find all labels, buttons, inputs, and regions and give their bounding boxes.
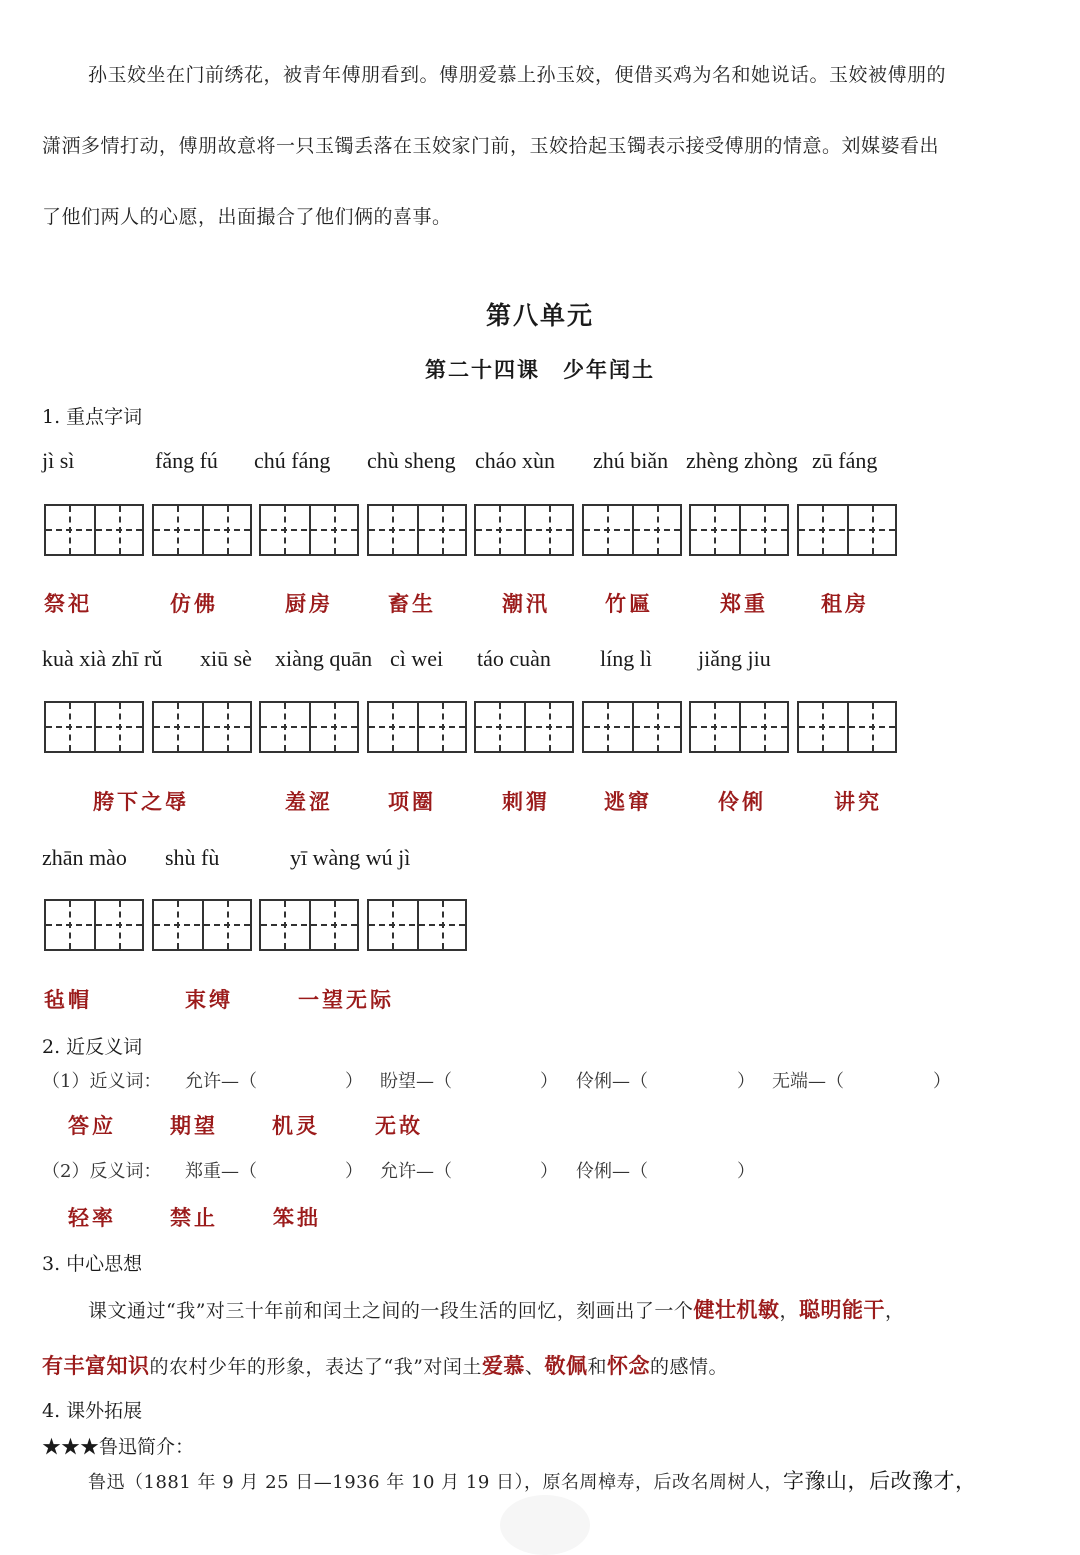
highlight-text: 聪明能干 [798, 1297, 885, 1322]
answer-word: 期望 [170, 1113, 218, 1138]
writing-grid[interactable] [367, 899, 467, 951]
answer-word: 潮汛 [502, 591, 550, 616]
bracket-close: ） [933, 1071, 951, 1092]
writing-grid[interactable] [44, 701, 144, 753]
answer-word: 伶俐 [718, 789, 766, 814]
pinyin: cì wei [390, 646, 444, 671]
answer-word: 讲究 [834, 789, 882, 814]
main-idea-line-1 [88, 1294, 904, 1324]
pinyin: zū fáng [812, 448, 878, 473]
highlight-text: 健壮机敏 [693, 1297, 780, 1322]
answer-word: 厨房 [285, 591, 333, 616]
pinyin: chù sheng [367, 448, 456, 473]
answer-word: 机灵 [272, 1113, 320, 1138]
answer-word: 仿佛 [170, 591, 218, 616]
writing-grid[interactable] [367, 504, 467, 556]
pinyin: xiū sè [200, 646, 252, 671]
main-idea-line-2 [42, 1350, 728, 1380]
answer-word: 竹匾 [605, 591, 653, 616]
synonym-item: 盼望—（ [380, 1071, 452, 1092]
pinyin: fǎng fú [155, 448, 218, 473]
luxun-intro-line-1 [88, 1465, 977, 1495]
text-run: 的农村少年的形象，表达了“我”对闰土 [149, 1356, 482, 1378]
antonym-item: 伶俐—（ [576, 1161, 648, 1182]
writing-grid[interactable] [474, 701, 574, 753]
answer-word: 羞涩 [285, 789, 333, 814]
answer-word: 束缚 [185, 987, 233, 1012]
text-run: ， [779, 1300, 799, 1322]
pinyin: chú fáng [254, 448, 331, 473]
intro-line-3: 了他们两人的心愿，出面撮合了他们俩的喜事。 [42, 206, 452, 228]
writing-grid[interactable] [44, 899, 144, 951]
pinyin: líng lì [600, 646, 652, 671]
highlight-text: 有丰富知识 [42, 1353, 150, 1378]
answer-word: 无故 [375, 1113, 423, 1138]
writing-grid[interactable] [582, 504, 682, 556]
pinyin: zhān mào [42, 845, 127, 870]
bracket-close: ） [540, 1071, 558, 1092]
pinyin: jì sì [42, 448, 75, 473]
writing-grid[interactable] [582, 701, 682, 753]
bracket-close: ） [345, 1071, 363, 1092]
answer-word: 笨拙 [273, 1205, 321, 1230]
answer-word: 郑重 [720, 591, 768, 616]
answer-word: 租房 [821, 591, 869, 616]
synonym-item: 无端—（ [772, 1071, 844, 1092]
bracket-close: ） [737, 1071, 755, 1092]
pinyin: shù fù [165, 845, 220, 870]
highlight-text: 敬佩 [544, 1353, 588, 1378]
pinyin: zhèng zhòng [686, 448, 798, 473]
writing-grid[interactable] [367, 701, 467, 753]
intro-line-1: 孙玉姣坐在门前绣花，被青年傅朋看到。傅朋爱慕上孙玉姣，便借买鸡为名和她说话。玉姣被傅朋的 [88, 64, 947, 86]
pinyin: cháo xùn [475, 448, 556, 473]
text-run: 字豫山，后改豫才， [783, 1469, 977, 1493]
antonym-item: 允许—（ [380, 1161, 452, 1182]
answer-word: 畜生 [388, 591, 436, 616]
answer-word: 禁止 [170, 1205, 218, 1230]
synonym-item: 允许—（ [185, 1071, 257, 1092]
answer-word: 一望无际 [298, 987, 394, 1012]
answer-word: 刺猬 [502, 789, 550, 814]
answer-word: 逃窜 [604, 789, 652, 814]
synonym-label: （1）近义词： [42, 1071, 162, 1092]
pinyin: táo cuàn [477, 646, 551, 671]
answer-word: 祭祀 [44, 591, 92, 616]
antonym-label: （2）反义词： [42, 1161, 162, 1182]
text-run: 和 [587, 1356, 607, 1378]
pinyin: kuà xià zhī rǔ [42, 646, 163, 671]
intro-line-2: 潇洒多情打动，傅朋故意将一只玉镯丢落在玉姣家门前，玉姣拾起玉镯表示接受傅朋的情意。刘媒婆看出 [42, 135, 940, 157]
writing-grid[interactable] [259, 899, 359, 951]
answer-word: 毡帽 [44, 987, 92, 1012]
pinyin: xiàng quān [275, 646, 373, 671]
writing-grid[interactable] [797, 701, 897, 753]
text-run: 鲁迅（1881 年 9 月 25 日—1936 年 10 月 19 日），原名周樟寿，后改名周树人， [88, 1472, 783, 1493]
pinyin: yī wàng wú jì [290, 845, 411, 870]
writing-grid[interactable] [259, 701, 359, 753]
writing-grid[interactable] [152, 899, 252, 951]
luxun-intro-heading: ★★★鲁迅简介： [42, 1436, 195, 1458]
text-run: 课文通过“我”对三十年前和闰土之间的一段生活的回忆，刻画出了一个 [88, 1300, 694, 1322]
answer-word: 轻率 [68, 1205, 116, 1230]
writing-grid[interactable] [797, 504, 897, 556]
antonym-item: 郑重—（ [185, 1161, 257, 1182]
writing-grid[interactable] [259, 504, 359, 556]
text-run: 的感情。 [649, 1356, 728, 1378]
highlight-text: 爱慕 [481, 1353, 525, 1378]
pinyin: zhú biǎn [593, 448, 669, 473]
unit-title: 第八单元 [485, 301, 594, 330]
writing-grid[interactable] [474, 504, 574, 556]
text-run: ， [884, 1300, 905, 1322]
writing-grid[interactable] [689, 701, 789, 753]
section-heading-main-idea: 3. 中心思想 [42, 1253, 143, 1275]
bracket-close: ） [737, 1161, 755, 1182]
answer-word: 项圈 [388, 789, 436, 814]
answer-word: 胯下之辱 [93, 789, 189, 814]
pinyin: jiǎng jiu [698, 646, 771, 671]
bracket-close: ） [540, 1161, 558, 1182]
text-run: 、 [524, 1356, 545, 1378]
writing-grid[interactable] [152, 504, 252, 556]
writing-grid[interactable] [44, 504, 144, 556]
faint-overlay [500, 1495, 590, 1555]
section-heading-key-words: 1. 重点字词 [42, 406, 143, 428]
bracket-close: ） [345, 1161, 363, 1182]
answer-word: 答应 [68, 1113, 116, 1138]
writing-grid[interactable] [689, 504, 789, 556]
highlight-text: 怀念 [606, 1353, 650, 1378]
synonym-item: 伶俐—（ [576, 1071, 648, 1092]
lesson-title: 第二十四课 少年闰土 [425, 357, 655, 382]
section-heading-synonyms-antonyms: 2. 近反义词 [42, 1036, 143, 1058]
section-heading-extension: 4. 课外拓展 [42, 1400, 143, 1422]
writing-grid[interactable] [152, 701, 252, 753]
